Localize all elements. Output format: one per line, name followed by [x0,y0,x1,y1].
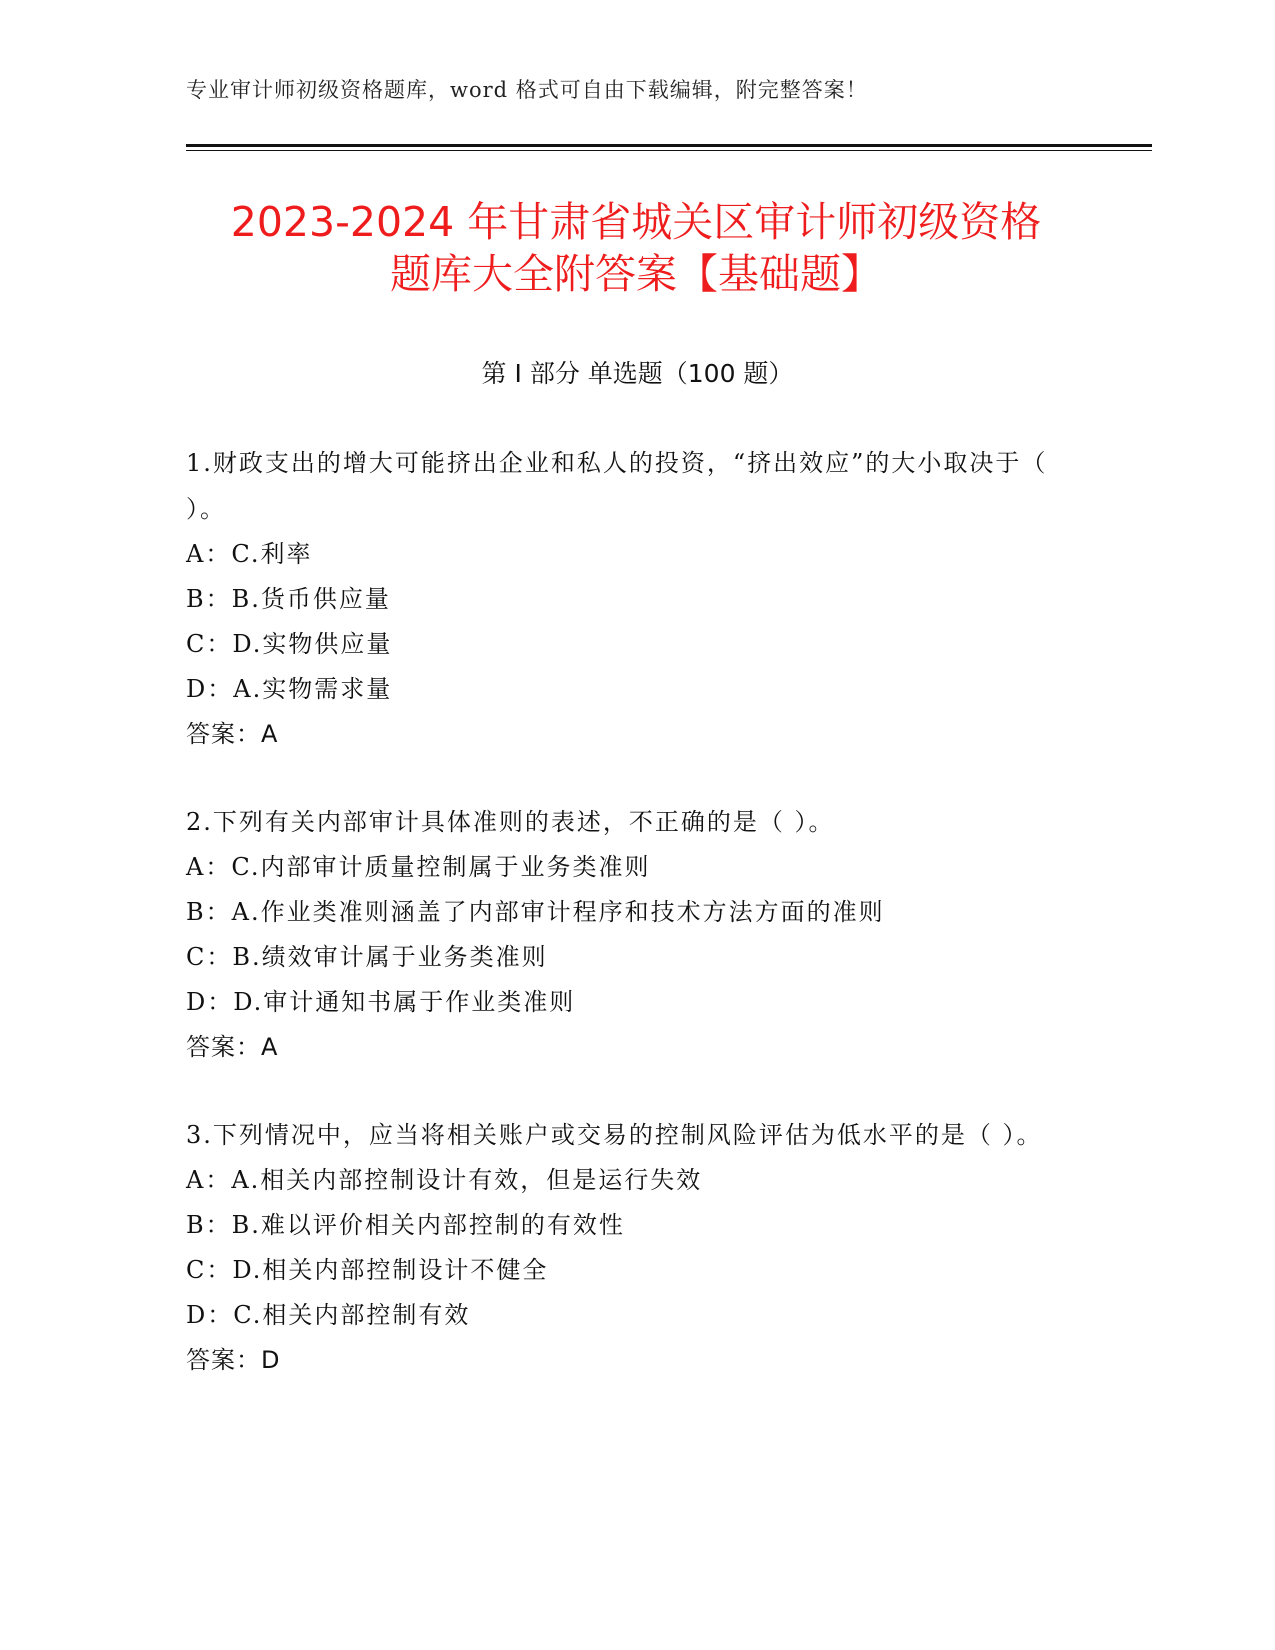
option-d: D：A.实物需求量 [186,675,393,703]
option-b: B：B.难以评价相关内部控制的有效性 [186,1211,625,1239]
option-a: A：C.内部审计质量控制属于业务类准则 [186,853,651,881]
option-d: D：C.相关内部控制有效 [186,1301,471,1329]
option-a: A：C.利率 [186,540,313,568]
question-stem: 2.下列有关内部审计具体准则的表述，不正确的是（ ）。 [186,808,835,836]
question-1 [186,440,1066,757]
header-rule-thin [186,150,1152,151]
question-stem: 3.下列情况中，应当将相关账户或交易的控制风险评估为低水平的是（ ）。 [186,1121,1043,1149]
question-2 [186,799,1066,1070]
question-3 [186,1112,1066,1383]
section-title: 第 I 部分 单选题（100 题） [481,359,794,388]
option-c: C：D.相关内部控制设计不健全 [186,1256,549,1284]
question-stem: 1.财政支出的增大可能挤出企业和私人的投资，“挤出效应”的大小取决于（ ）。 [186,449,1048,523]
question-list [186,440,1066,1425]
document-title-line2: 题库大全附答案【基础题】 [390,250,882,298]
option-c: C：D.实物供应量 [186,630,393,658]
header-note: 专业审计师初级资格题库，word 格式可自由下载编辑，附完整答案！ [186,78,868,102]
answer: 答案：D [186,1346,281,1374]
answer: 答案：A [186,720,279,748]
option-d: D：D.审计通知书属于作业类准则 [186,988,576,1016]
option-b: B：A.作业类准则涵盖了内部审计程序和技术方法方面的准则 [186,898,885,926]
option-b: B：B.货币供应量 [186,585,391,613]
document-title-line1: 2023-2024 年甘肃省城关区审计师初级资格 [230,198,1042,246]
option-c: C：B.绩效审计属于业务类准则 [186,943,548,971]
header-rule-thick [186,144,1152,147]
answer: 答案：A [186,1033,279,1061]
option-a: A：A.相关内部控制设计有效，但是运行失效 [186,1166,703,1194]
document-title [186,196,1086,300]
